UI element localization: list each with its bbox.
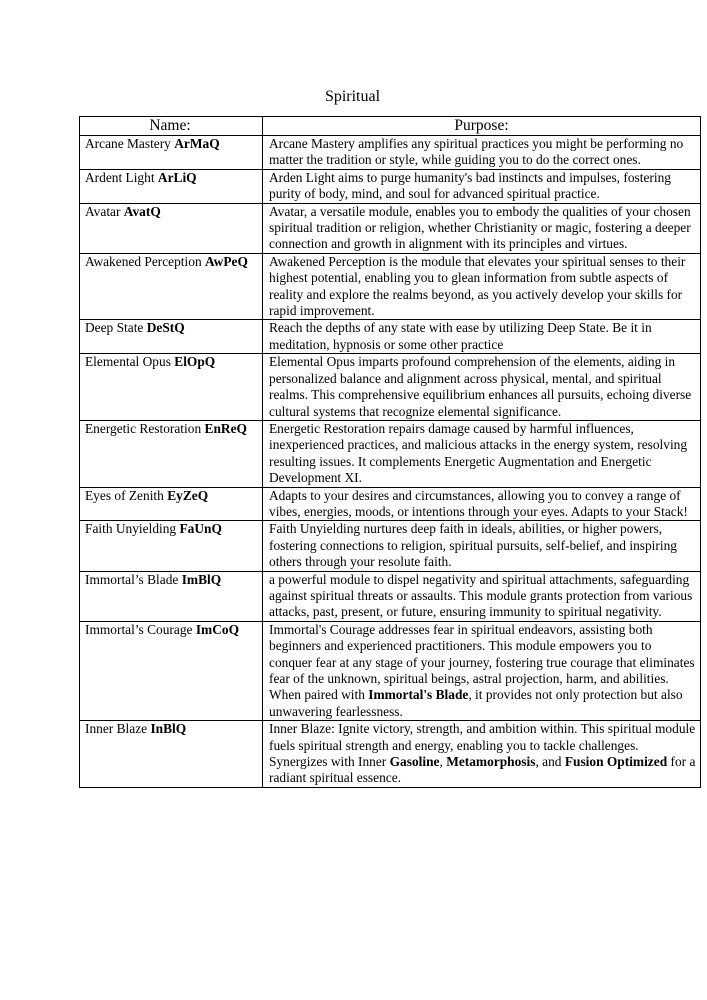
module-name: Immortal’s Blade — [85, 571, 179, 587]
purpose-highlight: Metamorphosis — [446, 754, 536, 770]
module-code: AvatQ — [123, 203, 161, 219]
table-row — [80, 354, 701, 421]
module-name-cell — [80, 136, 263, 170]
purpose-text: Immortal's Courage addresses fear in spiritual endeavors, assisting both beginners and experienced practitioners. This module empowers you to conquer fear at any stage of your journey, fostering true courage that eliminates fear of the unknown, spiritual beings, astral projection, harm, and abilities. When paired with — [269, 621, 695, 703]
module-code: EyZeQ — [167, 487, 209, 503]
page-title — [0, 87, 707, 107]
module-purpose: Arcane Mastery amplifies any spiritual practices you might be performing no matter the tradition or style, while guiding you to do the correct ones. — [263, 136, 701, 170]
module-name: Arcane Mastery — [85, 136, 171, 151]
table-row — [80, 420, 701, 487]
module-code: InBlQ — [150, 721, 187, 737]
module-purpose — [263, 721, 701, 788]
module-name-cell — [80, 621, 263, 720]
purpose-text: , — [439, 754, 447, 770]
module-code: AwPeQ — [205, 253, 248, 269]
table-row — [80, 621, 701, 720]
module-code: ArLiQ — [157, 169, 197, 185]
module-code: ArMaQ — [174, 136, 220, 151]
table-row — [80, 253, 701, 320]
module-purpose: Awakened Perception is the module that elevates your spiritual senses to their highest potential, enabling you to glean information from subtle aspects of reality and explore the realms beyond, as you actively develop your skills for rapid improvement. — [263, 253, 701, 320]
module-purpose: Energetic Restoration repairs damage caused by harmful influences, inexperienced practices, and malicious attacks in the energy system, resolving resulting issues. It complements Energetic Augmentation and Energetic Development XI. — [263, 420, 701, 487]
module-name: Avatar — [85, 203, 121, 219]
module-name-cell — [80, 354, 263, 421]
module-purpose: Faith Unyielding nurtures deep faith in ideals, abilities, or higher powers, fostering connections to religion, spiritual pursuits, self-belief, and inspiring others through your resolute faith. — [263, 521, 701, 571]
module-code: ElOpQ — [174, 354, 216, 370]
purpose-text: Inner Blaze: Ignite victory, strength, and ambition within. This spiritual module fuels spiritual strength and energy, enabling you to tackle challenges. Synergizes with Inner — [269, 721, 696, 770]
purpose-highlight: Immortal's Blade — [368, 687, 469, 703]
module-name: Inner Blaze — [85, 721, 148, 737]
table-row — [80, 571, 701, 621]
module-name-cell — [80, 420, 263, 487]
purpose-highlight: Fusion Optimized — [564, 754, 668, 770]
purpose-highlight: Gasoline — [389, 754, 440, 770]
column-header-purpose: Purpose: — [263, 117, 701, 136]
module-purpose: Adapts to your desires and circumstances, allowing you to convey a range of vibes, energies, moods, or intentions through your eyes. Adapts to your Stack! — [263, 487, 701, 521]
module-code: FaUnQ — [179, 521, 222, 537]
module-name: Faith Unyielding — [85, 521, 177, 537]
module-purpose: a powerful module to dispel negativity and spiritual attachments, safeguarding against spiritual threats or assaults. This module grants protection from various attacks, past, present, or future, ensuring immunity to spiritual negativity. — [263, 571, 701, 621]
column-header-name: Name: — [80, 117, 263, 136]
module-name: Deep State — [85, 320, 144, 336]
module-purpose: Elemental Opus imparts profound comprehension of the elements, aiding in personalized balance and alignment across physical, mental, and spiritual realms. This comprehensive equilibrium enhances all pursuits, echoing diverse cultural systems that recognize elemental significance. — [263, 354, 701, 421]
module-name-cell — [80, 253, 263, 320]
module-purpose: Reach the depths of any state with ease by utilizing Deep State. Be it in meditation, hypnosis or some other practice — [263, 320, 701, 354]
module-name-cell — [80, 169, 263, 203]
module-name-cell — [80, 521, 263, 571]
module-code: ImBlQ — [181, 571, 222, 587]
table-row — [80, 721, 701, 788]
module-name: Awakened Perception — [85, 253, 202, 269]
module-name-cell — [80, 721, 263, 788]
module-name-cell — [80, 487, 263, 521]
table-row — [80, 203, 701, 253]
table-row — [80, 169, 701, 203]
table-row — [80, 320, 701, 354]
module-purpose: Avatar, a versatile module, enables you to embody the qualities of your chosen spiritual tradition or religion, whether Christianity or magic, fostering a deeper connection and growth in alignment with its principles and virtues. — [263, 203, 701, 253]
module-code: ImCoQ — [195, 621, 239, 637]
module-name-cell — [80, 203, 263, 253]
module-name: Eyes of Zenith — [85, 487, 164, 503]
module-code: DeStQ — [146, 320, 185, 336]
module-name: Elemental Opus — [85, 354, 171, 370]
module-name: Immortal’s Courage — [85, 621, 193, 637]
module-code: EnReQ — [204, 420, 247, 436]
module-name: Ardent Light — [85, 169, 155, 185]
module-name: Energetic Restoration — [85, 420, 202, 436]
purpose-text: , it provides not only protection but also unwavering fearlessness. — [269, 687, 683, 719]
table-header-row — [80, 117, 701, 136]
purpose-text: for a radiant spiritual essence. — [269, 754, 696, 786]
table-row — [80, 521, 701, 571]
table-row — [80, 487, 701, 521]
module-name-cell — [80, 320, 263, 354]
module-purpose: Arden Light aims to purge humanity's bad instincts and impulses, fostering purity of body, mind, and soul for advanced spiritual practice. — [263, 169, 701, 203]
module-name-cell — [80, 571, 263, 621]
spiritual-modules-table — [79, 116, 701, 788]
module-purpose — [263, 621, 701, 720]
purpose-text: , and — [535, 754, 565, 770]
table-row — [80, 136, 701, 170]
page-title-text: Spiritual — [324, 88, 381, 105]
